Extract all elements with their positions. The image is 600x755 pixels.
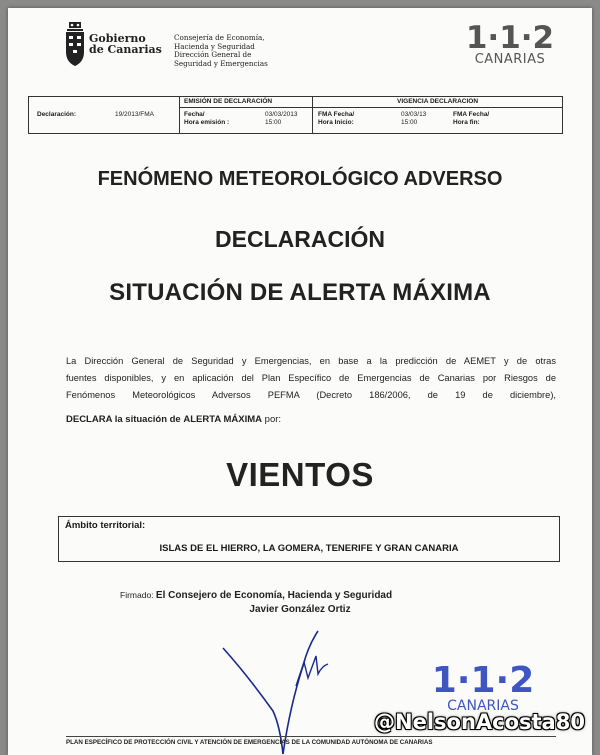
- emision-hora-label: Hora emisión :: [184, 119, 230, 126]
- coat-of-arms-icon: [64, 22, 86, 68]
- ambito-label: Ámbito territorial:: [65, 520, 146, 531]
- declara-alerta: ALERTA MÁXIMA: [183, 414, 263, 425]
- declaracion-label: Declaración:: [37, 111, 77, 118]
- consejeria-text: Consejería de Economía, Hacienda y Seguridad Dirección General de Seguridad y Emergencias: [174, 33, 268, 68]
- declara-suffix: por:: [264, 414, 282, 425]
- body-paragraph: [66, 353, 556, 404]
- hora-fin-label: Hora fin:: [453, 119, 480, 126]
- gobierno-canarias-logo: Gobierno de Canarias: [89, 32, 162, 56]
- logo-112-top: 1·1·2 CANARIAS: [465, 20, 555, 67]
- watermark-text: @NelsonAcosta80: [374, 710, 585, 734]
- emision-fecha-label: Fecha/: [184, 111, 205, 118]
- emision-title: EMISIÓN DE DECLARACIÓN: [184, 98, 273, 105]
- declaration-table: [28, 96, 563, 134]
- document-page: [8, 8, 592, 755]
- emision-fecha-value: 03/03/2013: [265, 111, 298, 118]
- title-declaracion: DECLARACIÓN: [215, 226, 385, 252]
- inicio-hora-value: 15:00: [401, 119, 418, 126]
- logo-112-bottom: 1·1·2 CANARIAS: [431, 660, 535, 714]
- phenomenon-title: VIENTOS: [226, 456, 374, 493]
- fma-fecha-fin-label: FMA Fecha/: [453, 111, 490, 118]
- fma-fecha-inicio-label: FMA Fecha/: [318, 111, 355, 118]
- title-situacion: SITUACIÓN DE ALERTA MÁXIMA: [109, 279, 491, 306]
- firmado-cargo: El Consejero de Economía, Hacienda y Seguridad: [155, 590, 393, 601]
- emision-hora-value: 15:00: [265, 119, 282, 126]
- ambito-islands: ISLAS DE EL HIERRO, LA GOMERA, TENERIFE Y GRAN CANARIA: [159, 543, 459, 554]
- declara-prefix: DECLARA la situación de: [66, 414, 181, 425]
- hora-inicio-label: Hora Inicio:: [318, 119, 354, 126]
- declaracion-value: 19/2013/FMA: [115, 111, 155, 118]
- title-fenomeno: FENÓMENO METEOROLÓGICO ADVERSO: [97, 168, 503, 190]
- declara-line: [66, 414, 281, 425]
- footer-text: PLAN ESPECÍFICO DE PROTECCIÓN CIVIL Y ATENCIÓN DE EMERGENCIAS DE LA COMUNIDAD AUTÓNOMA DE CANARIAS: [66, 739, 433, 746]
- firmado-label: Firmado:: [120, 590, 154, 600]
- firmado-nombre: Javier González Ortiz: [249, 604, 351, 615]
- ambito-territorial-box: [58, 516, 560, 562]
- body-line-2: fuentes disponibles, y en aplicación del Plan Específico de Emergencias de Canarias por Riesgos de: [66, 373, 556, 383]
- inicio-fecha-value: 03/03/13: [401, 111, 427, 118]
- body-line-1: La Dirección General de Seguridad y Emergencias, en base a la predicción de AEMET y de otras: [66, 356, 556, 366]
- footer-divider: [66, 736, 556, 737]
- firmado-line: [120, 590, 392, 601]
- vigencia-title: VIGENCIA DECLARACION: [397, 98, 479, 105]
- body-line-3: Fenómenos Meteorológicos Adversos PEFMA (Decreto 186/2006, de 19 de diciembre),: [66, 390, 556, 400]
